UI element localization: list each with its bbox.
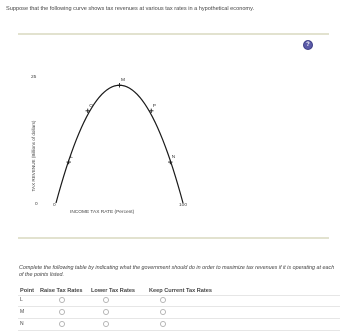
y-tick-top: 25 (31, 75, 37, 80)
radio-n-raise[interactable] (59, 321, 65, 327)
radio-m-raise[interactable] (59, 309, 65, 315)
radio-l-lower[interactable] (103, 297, 109, 303)
col-header-keep: Keep Current Tax Rates (149, 288, 213, 294)
radio-m-keep[interactable] (160, 309, 166, 315)
row-label-n: N (20, 321, 24, 327)
y-axis-label: TAX REVENUE (Billions of dollars) (31, 120, 36, 192)
row-label-m: M (20, 309, 25, 315)
table-divider (18, 306, 340, 307)
table-divider (18, 330, 340, 331)
radio-n-keep[interactable] (160, 321, 166, 327)
point-label-p: P (152, 103, 156, 109)
col-header-lower: Lower Tax Rates (91, 288, 136, 294)
radio-m-lower[interactable] (103, 309, 109, 315)
table-divider (18, 318, 340, 319)
row-label-l: L (20, 297, 23, 303)
x-axis-label: INCOME TAX RATE (Percent) (70, 210, 135, 215)
point-marker-m (117, 83, 121, 87)
point-label-l: L (70, 155, 73, 161)
point-label-o: O (89, 103, 93, 109)
table-divider (18, 295, 340, 296)
point-label-m: M (121, 78, 125, 84)
x-tick-max: 100 (179, 203, 188, 208)
point-label-n: N (171, 155, 176, 161)
y-tick-zero: 0 (35, 202, 38, 207)
help-icon[interactable]: ? (304, 41, 312, 49)
laffer-curve (56, 85, 183, 203)
col-header-point: Point (20, 288, 34, 294)
intro-text: Suppose that the following curve shows tax revenues at various tax rates in a hypothetical economy. (6, 6, 255, 12)
radio-l-raise[interactable] (59, 297, 65, 303)
question-text: Complete the following table by indicating what the government should do in order to maximize tax revenues if it is operating at each of the points listed. (19, 265, 335, 279)
radio-n-lower[interactable] (103, 321, 109, 327)
x-tick-zero: 0 (53, 203, 56, 208)
radio-l-keep[interactable] (160, 297, 166, 303)
col-header-raise: Raise Tax Rates (40, 288, 83, 294)
